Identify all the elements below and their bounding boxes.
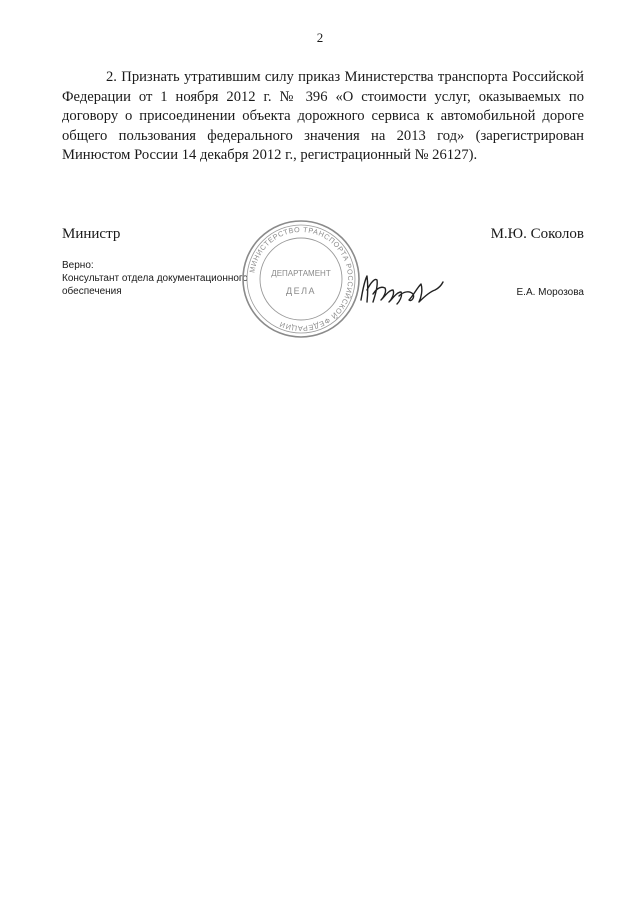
main-paragraph: 2. Признать утратившим силу приказ Министерства транспорта Российской Федерации от 1 ноября 2012 г. № 396 «О стоимости услуг, оказываемых по договору о присоединении объекта дорожного сервиса к автомобильной дороге общего пользования федерального значения на 2013 год» (зарегистрирован Минюстом России 14 декабря 2012 г., регистрационный № 26127).: [62, 69, 584, 164]
seal-ring-text: МИНИСТЕРСТВО ТРАНСПОРТА РОССИЙСКОЙ ФЕДЕРАЦИИ: [247, 224, 356, 334]
certifier-name: Е.А. Морозова: [516, 287, 584, 298]
certifier-position-line2: обеспечения: [62, 286, 122, 297]
handwritten-signature: [355, 270, 445, 310]
certifier-position-line1: Консультант отдела документационного: [62, 273, 248, 284]
official-seal-stamp: [240, 218, 362, 340]
signatory-name: М.Ю. Соколов: [490, 226, 584, 242]
signatory-title: Министр: [62, 226, 121, 242]
seal-center-line2: ДЕЛА: [285, 286, 317, 296]
page-number: 2: [316, 30, 324, 45]
certification-label: Верно:: [62, 260, 94, 271]
seal-center-line1: ДЕПАРТАМЕНТ: [271, 269, 331, 278]
